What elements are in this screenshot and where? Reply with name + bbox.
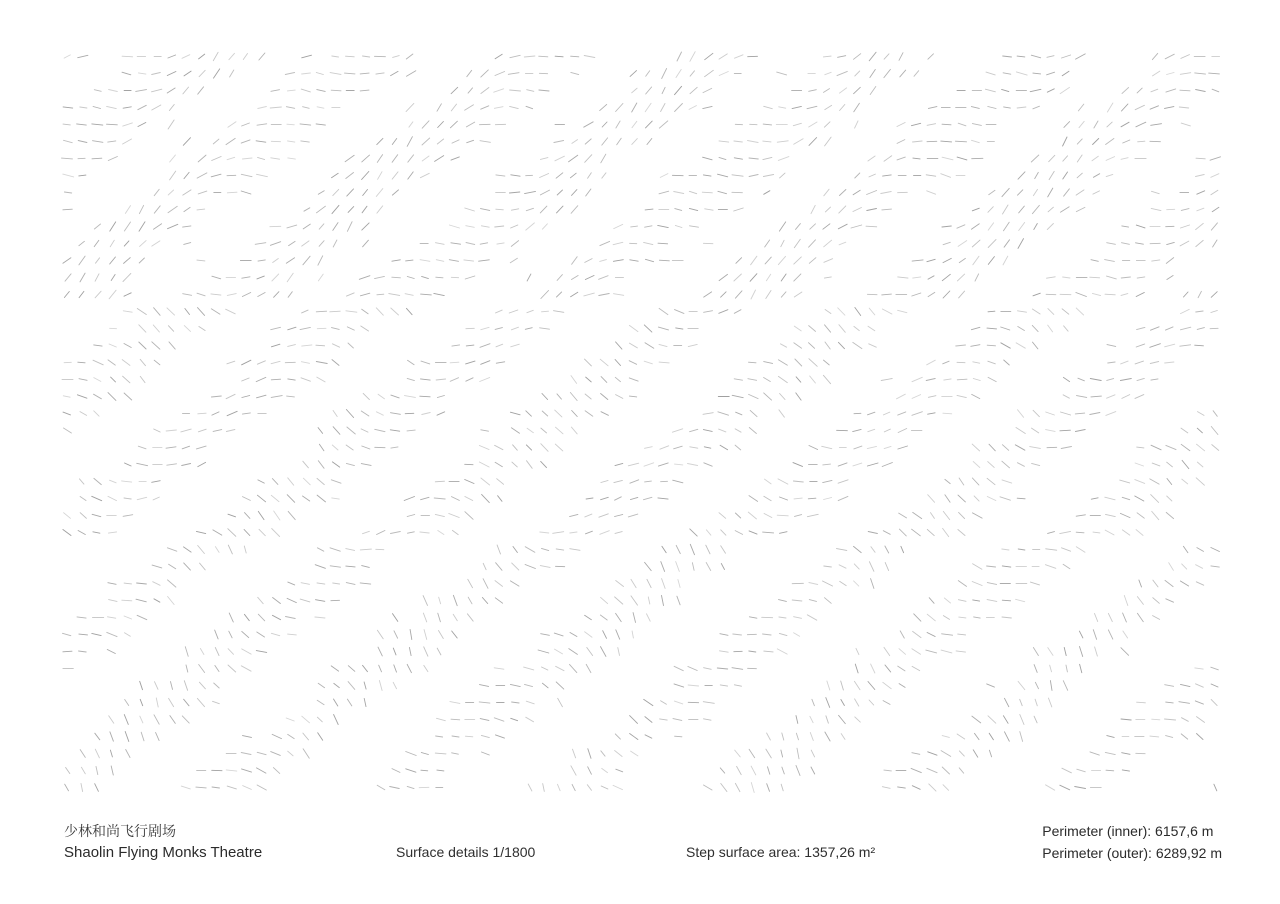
perimeter-outer-label: Perimeter (outer): 6289,92 m bbox=[1042, 845, 1222, 861]
surface-hatch-field bbox=[60, 46, 1222, 794]
title-chinese: 少林和尚飞行剧场 bbox=[64, 823, 176, 839]
title-block bbox=[64, 820, 262, 864]
detail-scale-label: Surface details 1/1800 bbox=[396, 844, 536, 860]
step-surface-area-label: Step surface area: 1357,26 m² bbox=[686, 844, 876, 860]
perimeter-block bbox=[1042, 820, 1222, 864]
caption-band bbox=[0, 808, 1280, 904]
hatch-svg bbox=[60, 46, 1222, 794]
perimeter-inner-label: Perimeter (inner): 6157,6 m bbox=[1042, 823, 1214, 839]
title-english: Shaolin Flying Monks Theatre bbox=[64, 844, 263, 861]
